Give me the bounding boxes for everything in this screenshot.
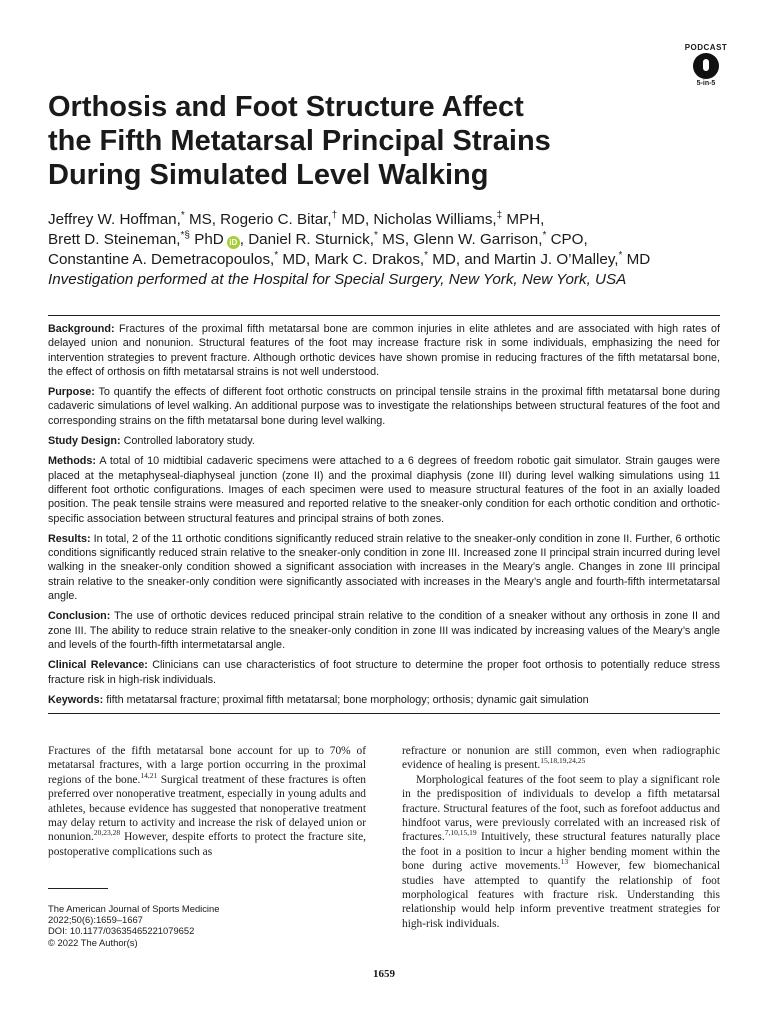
abstract-study-design: Study Design: Controlled laboratory study. [48, 435, 255, 448]
body-column-right [402, 744, 720, 931]
abstract-methods: Methods: A total of 10 midtibial cadaveric specimens were attached to a 6 degrees of freedom robotic gait simulator. Strain gauges were placed at the metaphyseal-diaphyseal junction (zone II) and the proximal diaphysis (zone III) during level walking simulations using 11 different foot orthotic configurations. Images of each specimen were used to measure structural features of the foot in an axially loaded position. The peak tensile strains were measured and reported relative to the sneaker-only condition for each orthotic condition and orthotic-specific association between structural features and principal strains of both zones. [48, 455, 720, 525]
abstract-clinical-relevance: Clinical Relevance: Clinicians can use characteristics of foot structure to determine the proper foot orthosis to potentially reduce stress fracture risk in high-risk individuals. [48, 659, 720, 686]
body-paragraph: Fractures of the fifth metatarsal bone account for up to 70% of metatarsal fractures, with a large portion occurring in the proximal regions of the bone.$^{14,21}$ Surgical treatment of these fractures is often preferred over nonoperative treatment, especially in young adults and athletes, because evidence has suggested that nonoperative treatment may delay return to activity and increase the risk of delayed union or nonunion.$^{20,23,28}$ However, despite efforts to protect the fracture site, postoperative complications such as [48, 745, 367, 858]
title-line: the Fifth Metatarsal Principal Strains [48, 125, 551, 157]
body-column-left [48, 744, 366, 859]
abstract-results: Results: In total, 2 of the 11 orthotic conditions significantly reduced strain relative to the sneaker-only condition in zone II. Further, 6 orthotic conditions significantly reduced strain relative to the sneaker-only condition in zone III. Increased zone II principal strain incurred during level walking in the sneaker-only condition showed a significant association with increases in the Meary’s angle. Changes in zone III principal strain relative to the sneaker-only condition were significantly associated with increases in the Meary’s angle and fourth-fifth intermetatarsal angle. [48, 532, 720, 603]
title-line: During Simulated Level Walking [48, 159, 489, 191]
page-number: 1659 [373, 968, 395, 980]
author-line: Jeffrey W. Hoffman,* MS, Rogerio C. Bitar,† MD, Nicholas Williams,‡ MPH, [48, 209, 545, 228]
article-title [48, 90, 648, 192]
abstract [48, 315, 720, 714]
journal-citation: 2022;50(6):1659–1667 [48, 914, 143, 926]
podcast-label: PODCAST [684, 43, 728, 52]
body-paragraph: Morphological features of the foot seem to play a significant role in the predisposition of individuals to develop a fifth metatarsal fracture. Structural features of the foot, such as forefoot adductus and hindfoot varus, were previously correlated with an increased risk of fractures.$^{7,10,15,19}$ Intuitively, these structural features naturally place the foot in a position to incur a higher bending moment within the bone during active movements.$^{13}$ However, few biomechanical studies have attempted to quantify the relationship of foot morphological features with fracture risk. Understanding this relationship would help inform preventive treatment strategies for high-risk individuals. [402, 773, 720, 930]
author-line: Constantine A. Demetracopoulos,* MD, Mark C. Drakos,* MD, and Martin J. O’Malley,* MD [48, 249, 651, 268]
footnote-divider [48, 888, 108, 889]
abstract-keywords: Keywords: fifth metatarsal fracture; proximal fifth metatarsal; bone morphology; orthosis; dynamic gait simulation [48, 693, 589, 706]
doi[interactable]: DOI: 10.1177/03635465221079652 [48, 925, 195, 937]
journal-name: The American Journal of Sports Medicine [48, 903, 220, 914]
author-line: Brett D. Steineman,*§ PhD iD , Daniel R. Sturnick,* MS, Glenn W. Garrison,* CPO, [48, 229, 588, 248]
author-list [48, 210, 728, 290]
abstract-purpose: Purpose: To quantify the effects of different foot orthotic constructs on principal tensile strains in the proximal fifth metatarsal bone during cadaveric simulations of level walking. An additional purpose was to investigate the relationships between structural features of the foot and corresponding strains on the fifth metatarsal bone during level walking. [48, 386, 720, 427]
podcast-badge[interactable] [684, 44, 728, 94]
title-line: Orthosis and Foot Structure Affect [48, 91, 524, 123]
abstract-conclusion: Conclusion: The use of orthotic devices reduced principal strain relative to the condition of a sneaker without any orthosis in zone II and zone III. The ability to reduce strain relative to the sneaker-only condition in zone III was indicated by increasing values of the Meary’s angle and levels of the fourth-fifth intermetatarsal angle. [48, 610, 720, 651]
orcid-icon[interactable]: iD [227, 236, 240, 249]
journal-footnote [48, 903, 368, 948]
microphone-icon [693, 53, 719, 79]
body-paragraph: refracture or nonunion are still common, even when radiographic evidence of healing is present.$^{15,18,19,24,25}$ [402, 745, 720, 772]
abstract-background: Background: Fractures of the proximal fifth metatarsal bone are common injuries in elite athletes and are associated with high rates of delayed union and nonunion. Structural features of the foot may increase fracture risk in some individuals, emphasizing the need for intervention strategies to prevent fracture. Although orthotic devices have shown promise in reducing fractures of the fifth metatarsal bone, the effect of orthosis on fifth metatarsal strains is not well understood. [48, 323, 720, 378]
copyright: © 2022 The Author(s) [48, 936, 138, 948]
institution-line: Investigation performed at the Hospital for Special Surgery, New York, New York, USA [48, 271, 627, 288]
podcast-sublabel: 5-in-5 [696, 80, 716, 87]
